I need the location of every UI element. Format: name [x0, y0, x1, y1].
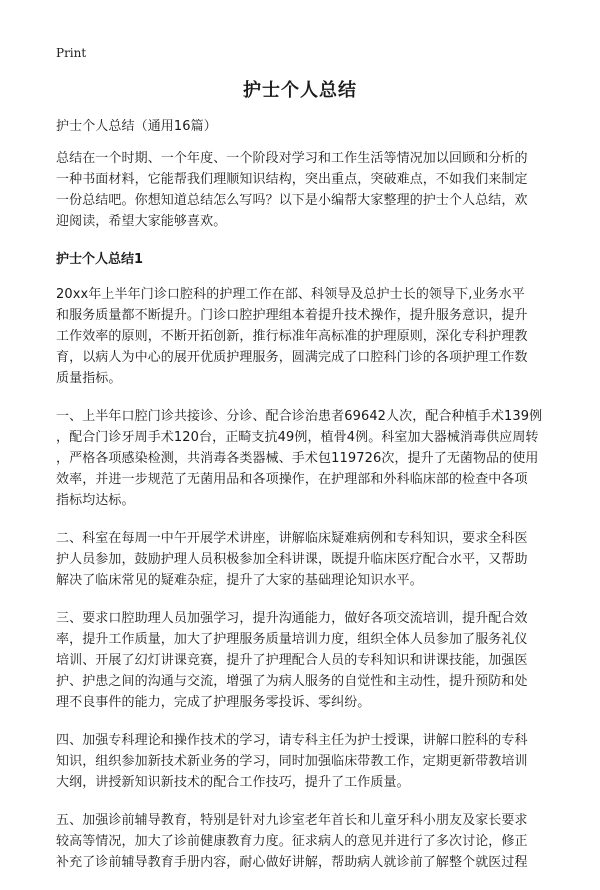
text-line: 率，提升工作质量，加大了护理服务质量培训力度，组织全体人员参加了服务礼仪	[56, 632, 528, 647]
paragraph-item-2	[56, 528, 546, 591]
text-line: 和服务质量都不断提升。门诊口腔护理组本着提升技术操作，提升服务意识，提升	[56, 308, 528, 323]
document-body	[56, 116, 546, 890]
text-line: 理不良事件的能力，完成了护理服务零投诉、零纠纷。	[56, 695, 371, 710]
paragraph-overview	[56, 284, 546, 389]
text-line: 三、要求口腔助理人员加强学习，提升沟通能力，做好各项交流培训，提升配合效	[56, 611, 528, 626]
text-line: 护、护患之间的沟通与交流，增强了为病人服务的自觉性和主动性，提升预防和处	[56, 674, 528, 689]
text-line: 培训、开展了幻灯讲课竞赛，提升了护理配合人员的专科知识和讲课技能，加强医	[56, 653, 528, 668]
subtitle-line: 护士个人总结（通用16篇）	[56, 119, 217, 134]
text-line: 五、加强诊前辅导教育，特别是针对九诊室老年首长和儿童牙科小朋友及家长要求	[56, 813, 528, 828]
paragraph-item-3	[56, 608, 546, 713]
intro-paragraph	[56, 148, 546, 232]
text-line: 质量指标。	[56, 371, 122, 386]
text-line: ，严格各项感染检测，共消毒各类器械、手术包119726次，提升了无菌物品的使用	[56, 451, 539, 466]
text-line: 一份总结吧。你想知道总结怎么写吗？以下是小编帮大家整理的护士个人总结，欢	[56, 193, 528, 208]
text-line: 四、加强专科理论和操作技术的学习，请专科主任为护士授课，讲解口腔科的专科	[56, 733, 528, 748]
paragraph-item-4	[56, 730, 546, 793]
text-line: 总结在一个时期、一个年度、一个阶段对学习和工作生活等情况加以回顾和分析的	[56, 151, 528, 166]
text-line: 解决了临床常见的疑难杂症，提升了大家的基础理论知识水平。	[56, 573, 423, 588]
section-heading: 护士个人总结1	[56, 252, 144, 267]
text-line: 二、科室在每周一中午开展学术讲座，讲解临床疑难病例和专科知识，要求全科医	[56, 531, 528, 546]
text-line: 20xx年上半年门诊口腔科的护理工作在部、科领导及总护士长的领导下,业务水平	[56, 287, 525, 302]
text-line: 指标均达标。	[56, 493, 135, 508]
text-line: 工作效率的原则，不断开拓创新，推行标准年高标准的护理原则，深化专科护理教	[56, 329, 528, 344]
text-line: 迎阅读，希望大家能够喜欢。	[56, 214, 227, 229]
text-line: 补充了诊前辅导教育手册内容，耐心做好讲解，帮助病人就诊前了解整个就医过程	[56, 855, 528, 870]
text-line: 大纲，讲授新知识新技术的配合工作技巧，提升了工作质量。	[56, 775, 410, 790]
text-line: 一种书面材料，它能帮我们理顺知识结构，突出重点，突破难点，不如我们来制定	[56, 172, 528, 187]
document-subtitle	[56, 116, 546, 137]
text-line: 知识，组织参加新技术新业务的学习，同时加强临床带教工作，定期更新带教培训	[56, 754, 528, 769]
paragraph-item-1	[56, 406, 546, 511]
text-line: ，配合门诊牙周手术120台，正畸支抗49例，植骨4例。科室加大器械消毒供应周转	[56, 430, 539, 445]
text-line: 育，以病人为中心的展开优质护理服务，圆满完成了口腔科门诊的各项护理工作数	[56, 350, 528, 365]
text-line: 一、上半年口腔门诊共接诊、分诊、配合诊治患者69642人次，配合种植手术139例	[56, 409, 543, 424]
print-link[interactable]: Print	[56, 46, 87, 60]
paragraph-item-5	[56, 810, 546, 873]
text-line: 较高等情况，加大了诊前健康教育力度。征求病人的意见并进行了多次讨论，修正	[56, 834, 528, 849]
text-line: 护人员参加，鼓励护理人员积极参加全科讲课，既提升临床医疗配合水平，又帮助	[56, 552, 528, 567]
document-title: 护士个人总结	[243, 80, 357, 101]
text-line: 效率，并进一步规范了无菌用品和各项操作，在护理部和外科临床部的检查中各项	[56, 472, 528, 487]
